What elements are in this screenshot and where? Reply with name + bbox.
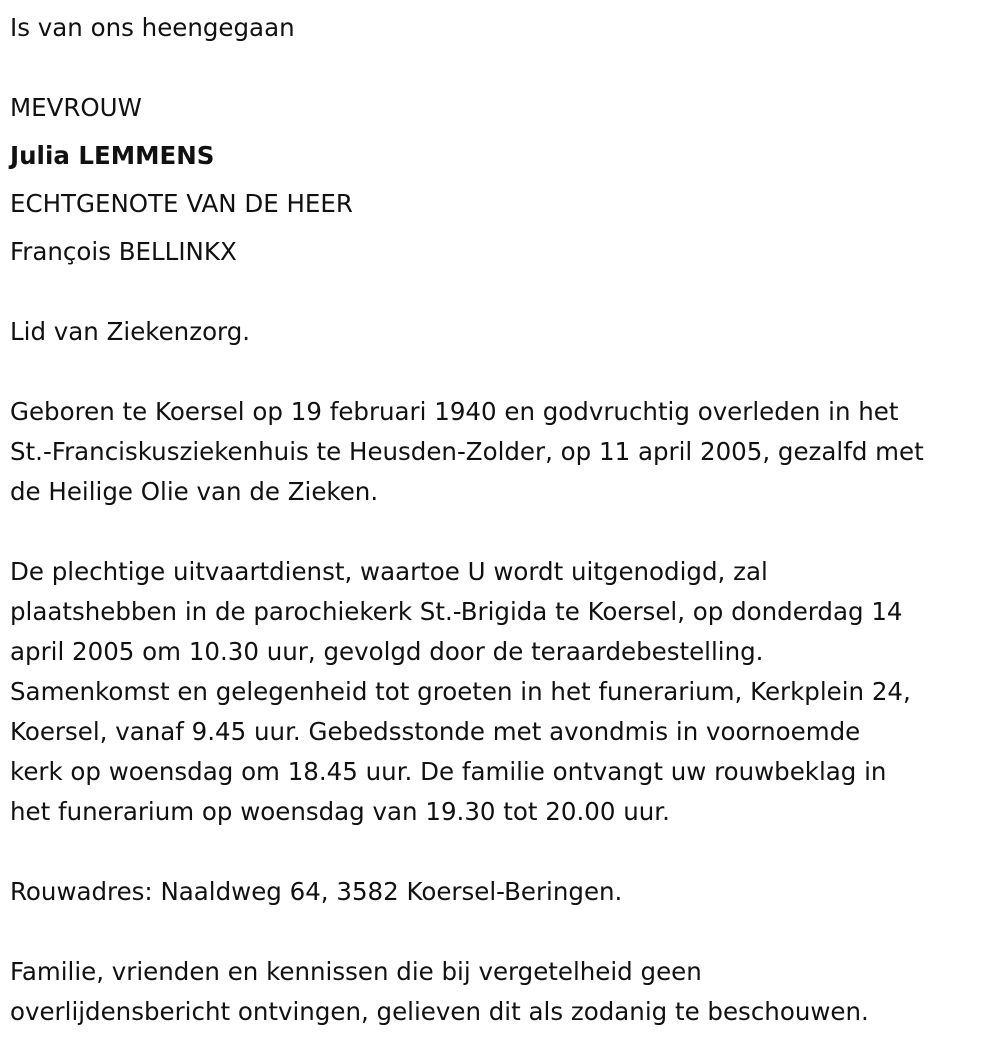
relation-text: ECHTGENOTE VAN DE HEER [10,189,353,218]
mourning-address: Rouwadres: Naaldweg 64, 3582 Koersel-Beringen. [10,877,623,906]
closing-paragraph [10,952,995,1032]
intro-text: Is van ons heengegaan [10,13,295,42]
membership-text: Lid van Ziekenzorg. [10,317,251,346]
paragraph-line: Familie, vrienden en kennissen die bij vergetelheid geen [10,957,702,986]
paragraph-line: kerk op woensdag om 18.45 uur. De familie ontvangt uw rouwbeklag in [10,757,887,786]
funeral-paragraph [10,552,995,832]
paragraph-line: De plechtige uitvaartdienst, waartoe U wordt uitgenodigd, zal [10,557,768,586]
paragraph-line: Koersel, vanaf 9.45 uur. Gebedsstonde met avondmis in voornoemde [10,717,861,746]
paragraph-line: Samenkomst en gelegenheid tot groeten in het funerarium, Kerkplein 24, [10,677,911,706]
paragraph-line: plaatshebben in de parochiekerk St.-Brigida te Koersel, op donderdag 14 [10,597,903,626]
paragraph-line: overlijdensbericht ontvingen, gelieven dit als zodanig te beschouwen. [10,997,869,1026]
title-mevrouw: MEVROUW [10,93,142,122]
paragraph-line: de Heilige Olie van de Zieken. [10,477,379,506]
paragraph-line: St.-Franciskusziekenhuis te Heusden-Zolder, op 11 april 2005, gezalfd met [10,437,924,466]
birth-death-paragraph [10,392,995,512]
paragraph-line: april 2005 om 10.30 uur, gevolgd door de teraardebestelling. [10,637,764,666]
paragraph-line: het funerarium op woensdag van 19.30 tot 20.00 uur. [10,797,670,826]
deceased-name: Julia LEMMENS [10,141,215,170]
obituary-notice [10,8,995,1032]
spouse-name: François BELLINKX [10,237,237,266]
paragraph-line: Geboren te Koersel op 19 februari 1940 en godvruchtig overleden in het [10,397,899,426]
